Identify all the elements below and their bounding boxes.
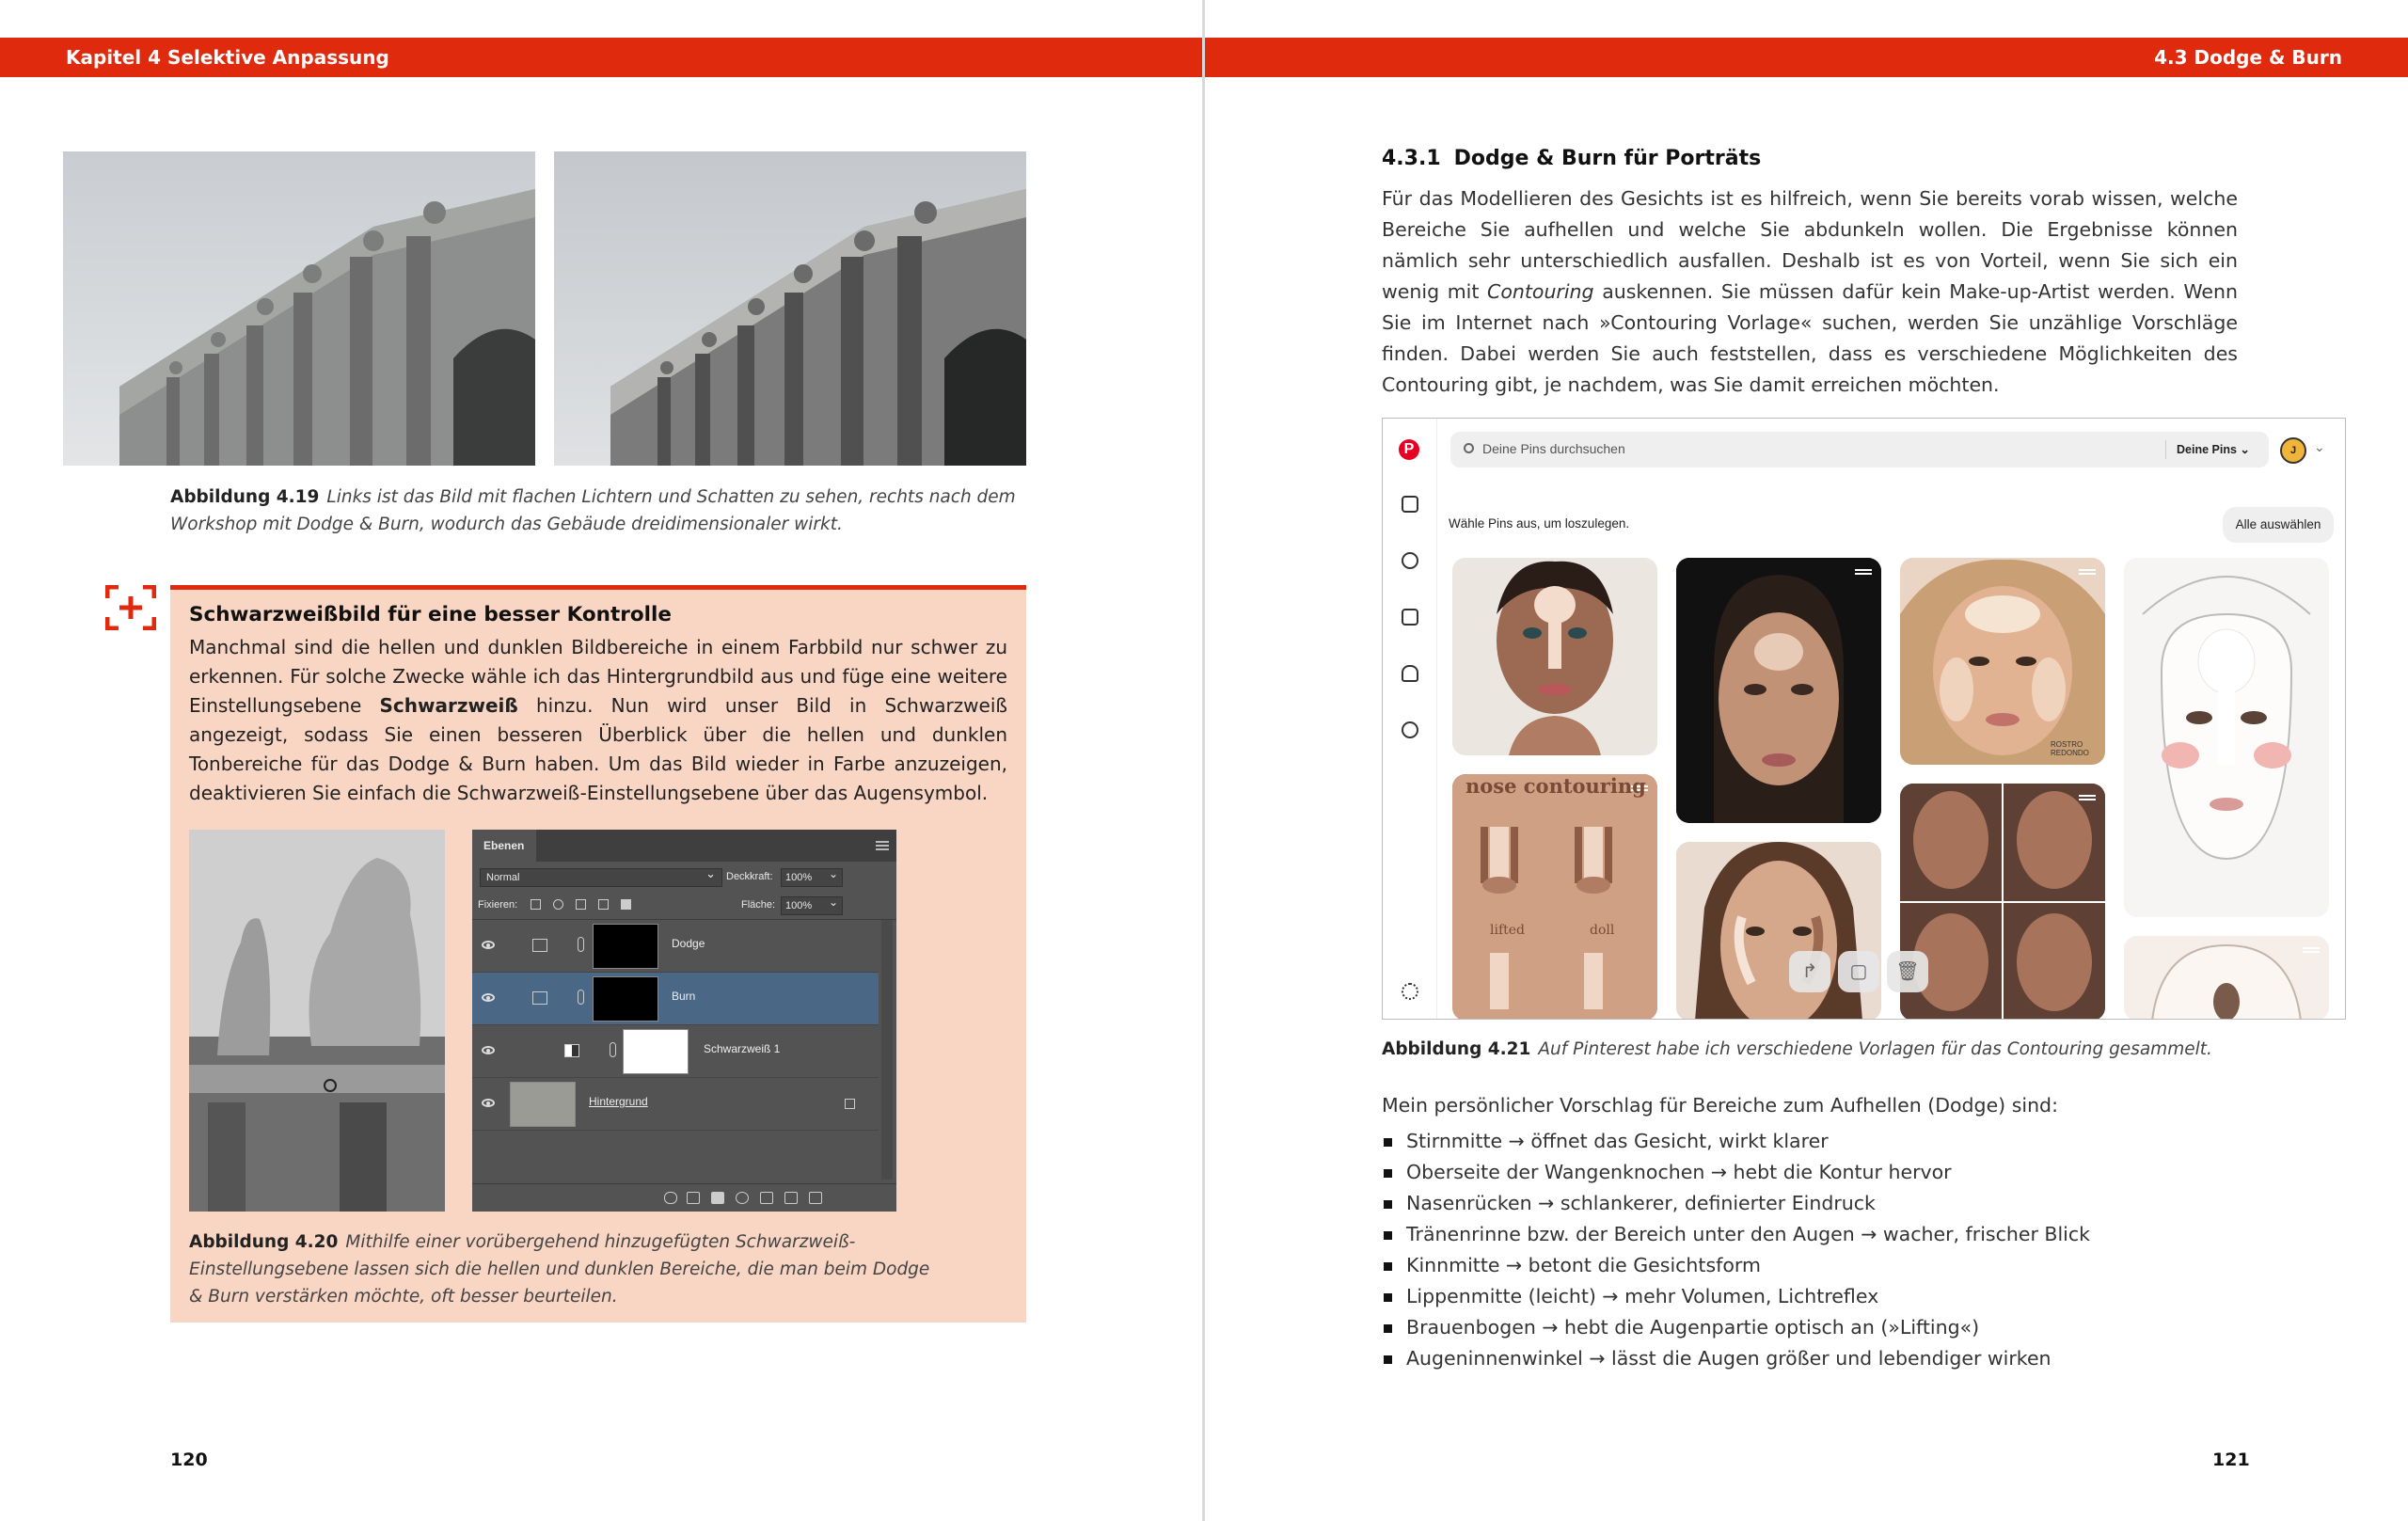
building-photo-before: [63, 151, 535, 466]
caption-text: Mithilfe einer vorübergehend hinzugefügten Schwarzweiß-Einstellungsebene lassen sich die hellen und dunklen Bereiche, die man beim Dodge & Burn verstärken möchte, oft besser beurteilen.: [189, 1232, 930, 1307]
pin-card-woman-contour[interactable]: [1676, 842, 1881, 1020]
lock-all-icon[interactable]: [621, 899, 631, 910]
fill-input[interactable]: 100% ⌄: [781, 896, 843, 915]
fill-label: Fläche:: [741, 899, 776, 911]
background-thumbnail[interactable]: [510, 1082, 576, 1127]
list-item: Stirnmitte → öffnet das Gesicht, wirkt klarer: [1382, 1126, 2090, 1157]
select-all-button[interactable]: Alle auswählen: [2223, 507, 2334, 543]
card-text-rostro: ROSTRO REDONDO: [2051, 740, 2089, 757]
layer-name: Dodge: [672, 937, 705, 950]
pinterest-screenshot: [1382, 418, 2346, 1020]
pin-search-bar[interactable]: [1450, 432, 2269, 467]
tip-box: [170, 585, 1026, 1323]
home-icon[interactable]: [1402, 496, 1418, 513]
statue-bw-photo: [189, 830, 445, 1212]
messages-icon[interactable]: [1402, 721, 1418, 738]
pin-card-rostro-redondo[interactable]: [1900, 558, 2105, 765]
pin-card-face-illustration[interactable]: [2124, 558, 2329, 917]
para-part2: auskennen. Sie müssen dafür kein Make-up-Artist werden. Wenn Sie im Internet nach »Contouring Vorlage« suchen, werden Sie unzählige Vorschläge finden. Dabei werden Sie auch feststellen, dass es verschiedene Möglichkeiten des Contouring gibt, je nachdem, was Sie damit erreichen möchten.: [1382, 280, 2238, 396]
para-italic: Contouring: [1487, 280, 1594, 303]
tip-body: [189, 633, 1007, 808]
pin-card-face-map[interactable]: [1676, 558, 1881, 823]
new-group-folder-icon[interactable]: [760, 1192, 773, 1204]
visibility-eye-icon[interactable]: [482, 941, 495, 949]
right-page: [1205, 0, 2408, 1521]
list-item: Nasenrücken → schlankerer, definierter Eindruck: [1382, 1188, 2090, 1219]
section-number: 4.3.1: [1382, 147, 1441, 170]
layer-name: Hintergrund: [589, 1095, 648, 1108]
caption-text: Links ist das Bild mit flachen Lichtern und Schatten zu sehen, rechts nach dem Workshop mit Dodge & Burn, wodurch das Gebäude dreidimensionaler wirkt.: [170, 487, 1016, 534]
card-text-nose-contouring: nose contouring: [1465, 774, 1646, 798]
running-head-left: Kapitel 4 Selektive Anpassung: [0, 38, 1202, 77]
move-to-board-icon[interactable]: ▢: [1838, 951, 1879, 992]
layers-panel-footer: [472, 1183, 896, 1212]
visibility-eye-icon[interactable]: [482, 1099, 495, 1107]
layer-lock-icon: [845, 1099, 855, 1109]
para-part1: Für das Modellieren des Gesichts ist es hilfreich, wenn Sie bereits vorab wissen, welche Bereiche Sie aufhellen und welche Sie abdunkeln wollen. Die Ergebnisse können nämlich sehr unterschiedlich ausfallen. Deshalb ist es von Vorteil, wenn Sie sich ein wenig mit: [1382, 187, 2238, 303]
list-item: Brauenbogen → hebt die Augenpartie optisch an (»Lifting«): [1382, 1312, 2090, 1343]
list-item: Tränenrinne bzw. der Bereich unter den Augen → wacher, frischer Blick: [1382, 1219, 2090, 1250]
more-options-icon[interactable]: [2079, 795, 2096, 800]
curves-adjustment-icon: [532, 939, 547, 952]
layer-mask-thumbnail[interactable]: [593, 924, 658, 969]
tip-body-part2: hinzu. Nun wird unser Bild in Schwarzweiß angezeigt, sodass Sie einen besseren Überblick über die hellen und dunklen Tonbereiche für das Dodge & Burn haben. Um das Bild wieder in Farbe anzuzeigen, deaktivieren Sie einfach die Schwarzweiß-Einstellungsebene über das Augensymbol.: [189, 694, 1007, 804]
section-title: Dodge & Burn für Porträts: [1453, 147, 1762, 170]
left-page: [0, 0, 1202, 1521]
page-number-left: 120: [170, 1450, 208, 1470]
layer-row-hintergrund[interactable]: [472, 1078, 879, 1131]
layer-row-burn[interactable]: [472, 973, 879, 1025]
share-icon[interactable]: ↱: [1789, 951, 1830, 992]
settings-gear-icon[interactable]: [1402, 983, 1418, 1000]
link-layers-icon[interactable]: [664, 1192, 677, 1204]
notifications-bell-icon[interactable]: [1402, 665, 1418, 682]
figure-caption-4-20: [189, 1228, 932, 1310]
black-white-adjustment-icon: [564, 1044, 579, 1057]
card-text-lifted: lifted: [1490, 923, 1526, 938]
layers-scrollbar[interactable]: [881, 920, 893, 1180]
pin-card-makeup-grid[interactable]: [1900, 784, 2105, 1020]
tip-body-bold: Schwarzweiß: [379, 694, 518, 717]
curves-adjustment-icon: [532, 991, 547, 1005]
link-chain-icon: [578, 937, 584, 952]
caption-text: Auf Pinterest habe ich verschiedene Vorlagen für das Contouring gesammelt.: [1538, 1039, 2212, 1059]
more-options-icon[interactable]: [2303, 947, 2320, 953]
list-item: Lippenmitte (leicht) → mehr Volumen, Lichtreflex: [1382, 1281, 2090, 1312]
new-layer-icon[interactable]: [784, 1192, 798, 1204]
running-head-right: 4.3 Dodge & Burn: [1205, 38, 2408, 77]
my-pins-label: Deine Pins: [2177, 443, 2237, 456]
my-pins-dropdown[interactable]: [2177, 442, 2250, 456]
visibility-eye-icon[interactable]: [482, 1046, 495, 1054]
dodge-areas-list: [1382, 1126, 2090, 1374]
opacity-label: Deckkraft:: [726, 871, 773, 882]
layer-style-icon[interactable]: [687, 1192, 700, 1204]
page-number-right: 121: [2212, 1450, 2250, 1470]
caption-label: Abbildung 4.19: [170, 487, 320, 507]
select-instruction: Wähle Pins aus, um loszulegen.: [1449, 516, 1630, 531]
chevron-down-icon[interactable]: ⌄: [2314, 439, 2325, 454]
layer-name: Burn: [672, 990, 696, 1003]
pin-card-face-illustration-2[interactable]: [2124, 936, 2329, 1020]
explore-compass-icon[interactable]: [1402, 552, 1418, 569]
search-input[interactable]: Deine Pins durchsuchen: [1482, 441, 1625, 456]
chevron-down-icon: ⌄: [2240, 443, 2250, 456]
layer-name: Schwarzweiß 1: [704, 1042, 781, 1055]
layer-row-dodge[interactable]: [472, 920, 879, 973]
focus-target-icon: [105, 585, 156, 630]
pin-card-face-contour-1[interactable]: [1452, 558, 1657, 755]
new-adjustment-icon[interactable]: [736, 1192, 749, 1204]
layers-panel: [472, 830, 896, 1212]
list-item: Kinnmitte → betont die Gesichtsform: [1382, 1250, 2090, 1281]
lock-pixels-icon[interactable]: [531, 899, 541, 910]
blend-row: [472, 862, 896, 892]
avatar[interactable]: J: [2280, 437, 2306, 464]
link-chain-icon: [578, 990, 584, 1005]
trash-icon[interactable]: 🗑: [1887, 951, 1928, 992]
layer-mask-thumbnail[interactable]: [623, 1029, 689, 1074]
more-options-icon[interactable]: [2079, 569, 2096, 575]
list-item: Augeninnenwinkel → lässt die Augen größer und lebendiger wirken: [1382, 1343, 2090, 1374]
lock-artboard-icon[interactable]: [598, 899, 609, 910]
lock-row: [472, 892, 896, 920]
tip-title: Schwarzweißbild für eine besser Kontrolle: [189, 603, 672, 626]
search-icon: [1464, 443, 1474, 453]
lock-position-icon[interactable]: [576, 899, 586, 910]
layers-panel-header: [472, 830, 896, 862]
list-lead: Mein persönlicher Vorschlag für Bereiche zum Aufhellen (Dodge) sind:: [1382, 1094, 2058, 1117]
delete-layer-icon[interactable]: [809, 1192, 822, 1204]
lock-label: Fixieren:: [478, 899, 518, 911]
layer-mask-thumbnail[interactable]: [593, 976, 658, 1022]
search-divider: [2165, 440, 2166, 459]
figure-caption-4-21: [1382, 1036, 2322, 1063]
create-plus-icon[interactable]: [1402, 609, 1418, 626]
tab-layers[interactable]: Ebenen: [472, 830, 536, 862]
more-options-icon[interactable]: [1855, 569, 1872, 575]
panel-menu-icon[interactable]: [876, 841, 889, 850]
tip-body-part1: Manchmal sind die hellen und dunklen Bildbereiche in einem Farbbild nur schwer zu erkennen. Für solche Zwecke wähle ich das Hintergrundbild aus und füge eine weitere Einstellungsebene: [189, 636, 1007, 717]
figure-caption-4-19: [170, 483, 1026, 538]
visibility-eye-icon[interactable]: [482, 993, 495, 1002]
list-item: Oberseite der Wangenknochen → hebt die Kontur hervor: [1382, 1157, 2090, 1188]
add-mask-icon[interactable]: [711, 1192, 724, 1204]
pinterest-logo-icon[interactable]: P: [1399, 439, 1419, 460]
intro-paragraph: [1382, 183, 2238, 401]
pin-card-nose-contouring[interactable]: [1452, 774, 1657, 1020]
caption-label: Abbildung 4.21: [1382, 1039, 1531, 1059]
section-heading: [1382, 147, 1761, 170]
blend-mode-select[interactable]: Normal ⌄: [480, 868, 722, 887]
lock-paint-icon[interactable]: [553, 899, 563, 910]
caption-label: Abbildung 4.20: [189, 1232, 339, 1252]
layer-row-schwarzweiss[interactable]: [472, 1025, 879, 1078]
card-text-doll: doll: [1590, 923, 1615, 938]
opacity-input[interactable]: 100% ⌄: [781, 868, 843, 887]
pinterest-sidebar: [1383, 419, 1437, 1020]
building-photo-after: [554, 151, 1026, 466]
link-chain-icon: [610, 1042, 616, 1057]
